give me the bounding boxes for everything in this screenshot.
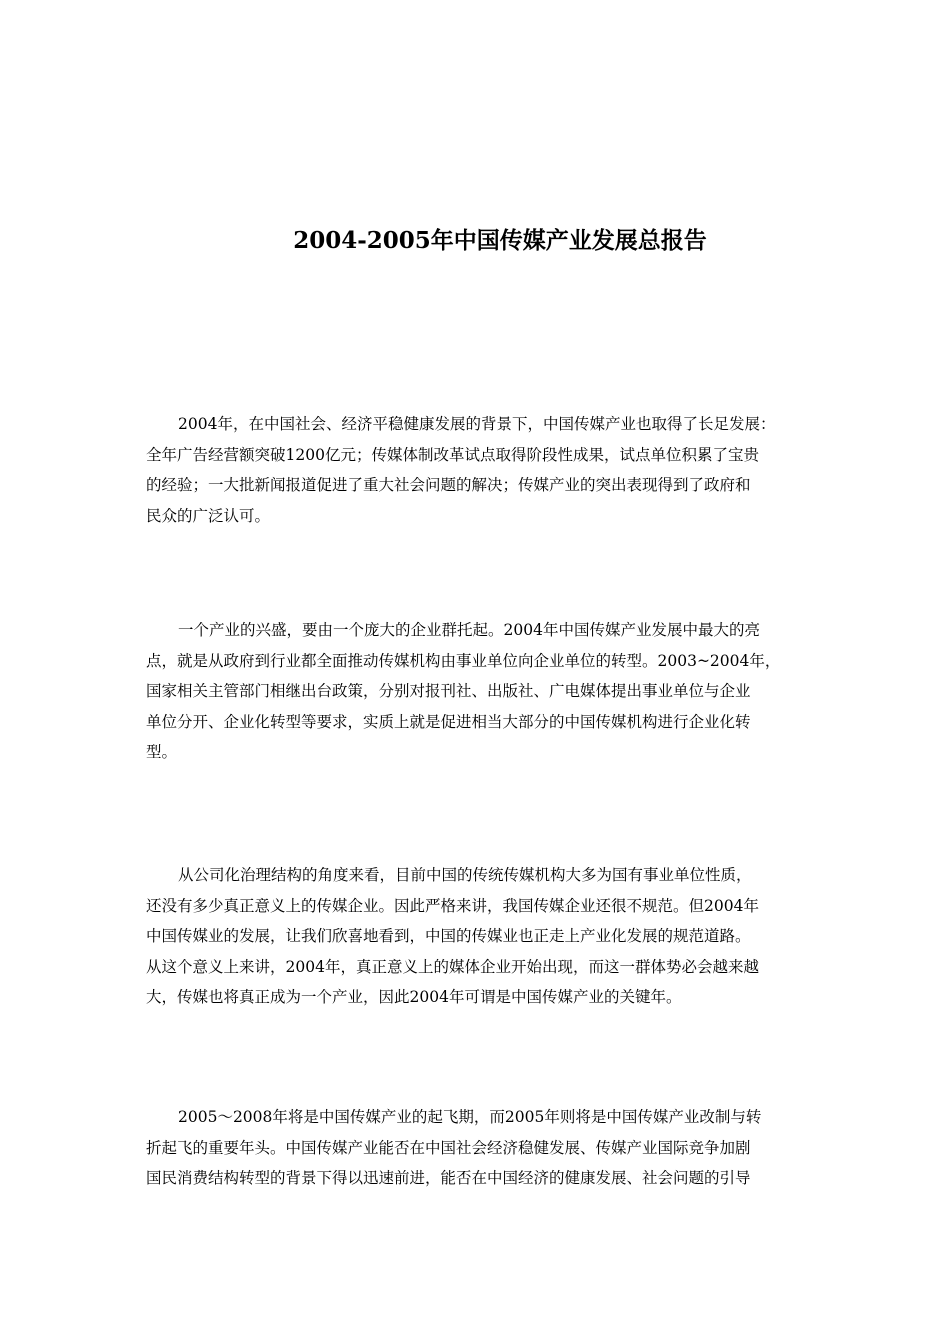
paragraph-line: 中国传媒业的发展，让我们欣喜地看到，中国的传媒业也正走上产业化发展的规范道路。 (146, 927, 751, 945)
paragraph-3 (146, 860, 826, 1013)
paragraph-line: 折起飞的重要年头。中国传媒产业能否在中国社会经济稳健发展、传媒产业国际竞争加剧 (146, 1138, 751, 1157)
paragraph-line: 点，就是从政府到行业都全面推动传媒机构由事业单位向企业单位的转型。2003~2004年， (146, 651, 781, 670)
paragraph-line: 还没有多少真正意义上的传媒企业。因此严格来讲，我国传媒企业还很不规范。但2004年 (146, 896, 759, 915)
paragraph-4 (146, 1102, 826, 1194)
paragraph-1 (146, 409, 826, 531)
paragraph-line: 全年广告经营额突破1200亿元；传媒体制改革试点取得阶段性成果，试点单位积累了宝贵 (146, 445, 759, 464)
paragraph-line: 2005～2008年将是中国传媒产业的起飞期，而2005年则将是中国传媒产业改制与转 (178, 1108, 762, 1126)
paragraph-line: 单位分开、企业化转型等要求，实质上就是促进相当大部分的中国传媒机构进行企业化转 (146, 712, 751, 731)
paragraph-line: 民众的广泛认可。 (146, 506, 271, 525)
paragraph-line: 2004年，在中国社会、经济平稳健康发展的背景下，中国传媒产业也取得了长足发展： (178, 415, 776, 433)
paragraph-line: 从这个意义上来讲，2004年，真正意义上的媒体企业开始出现，而这一群体势必会越来越 (146, 957, 759, 976)
paragraph-line: 从公司化治理结构的角度来看，目前中国的传统传媒机构大多为国有事业单位性质， (178, 866, 752, 884)
document-title: 2004-2005年中国传媒产业发展总报告 (293, 227, 707, 254)
paragraph-line: 一个产业的兴盛，要由一个庞大的企业群托起。2004年中国传媒产业发展中最大的亮 (178, 621, 760, 639)
paragraph-line: 的经验；一大批新闻报道促进了重大社会问题的解决；传媒产业的突出表现得到了政府和 (146, 476, 751, 494)
paragraph-line: 国民消费结构转型的背景下得以迅速前进，能否在中国经济的健康发展、社会问题的引导 (146, 1169, 751, 1187)
paragraph-line: 型。 (146, 743, 178, 761)
paragraph-line: 国家相关主管部门相继出台政策，分别对报刊社、出版社、广电媒体提出事业单位与企业 (146, 682, 751, 700)
paragraph-line: 大，传媒也将真正成为一个产业，因此2004年可谓是中国传媒产业的关键年。 (146, 988, 682, 1006)
paragraph-2 (146, 615, 826, 768)
